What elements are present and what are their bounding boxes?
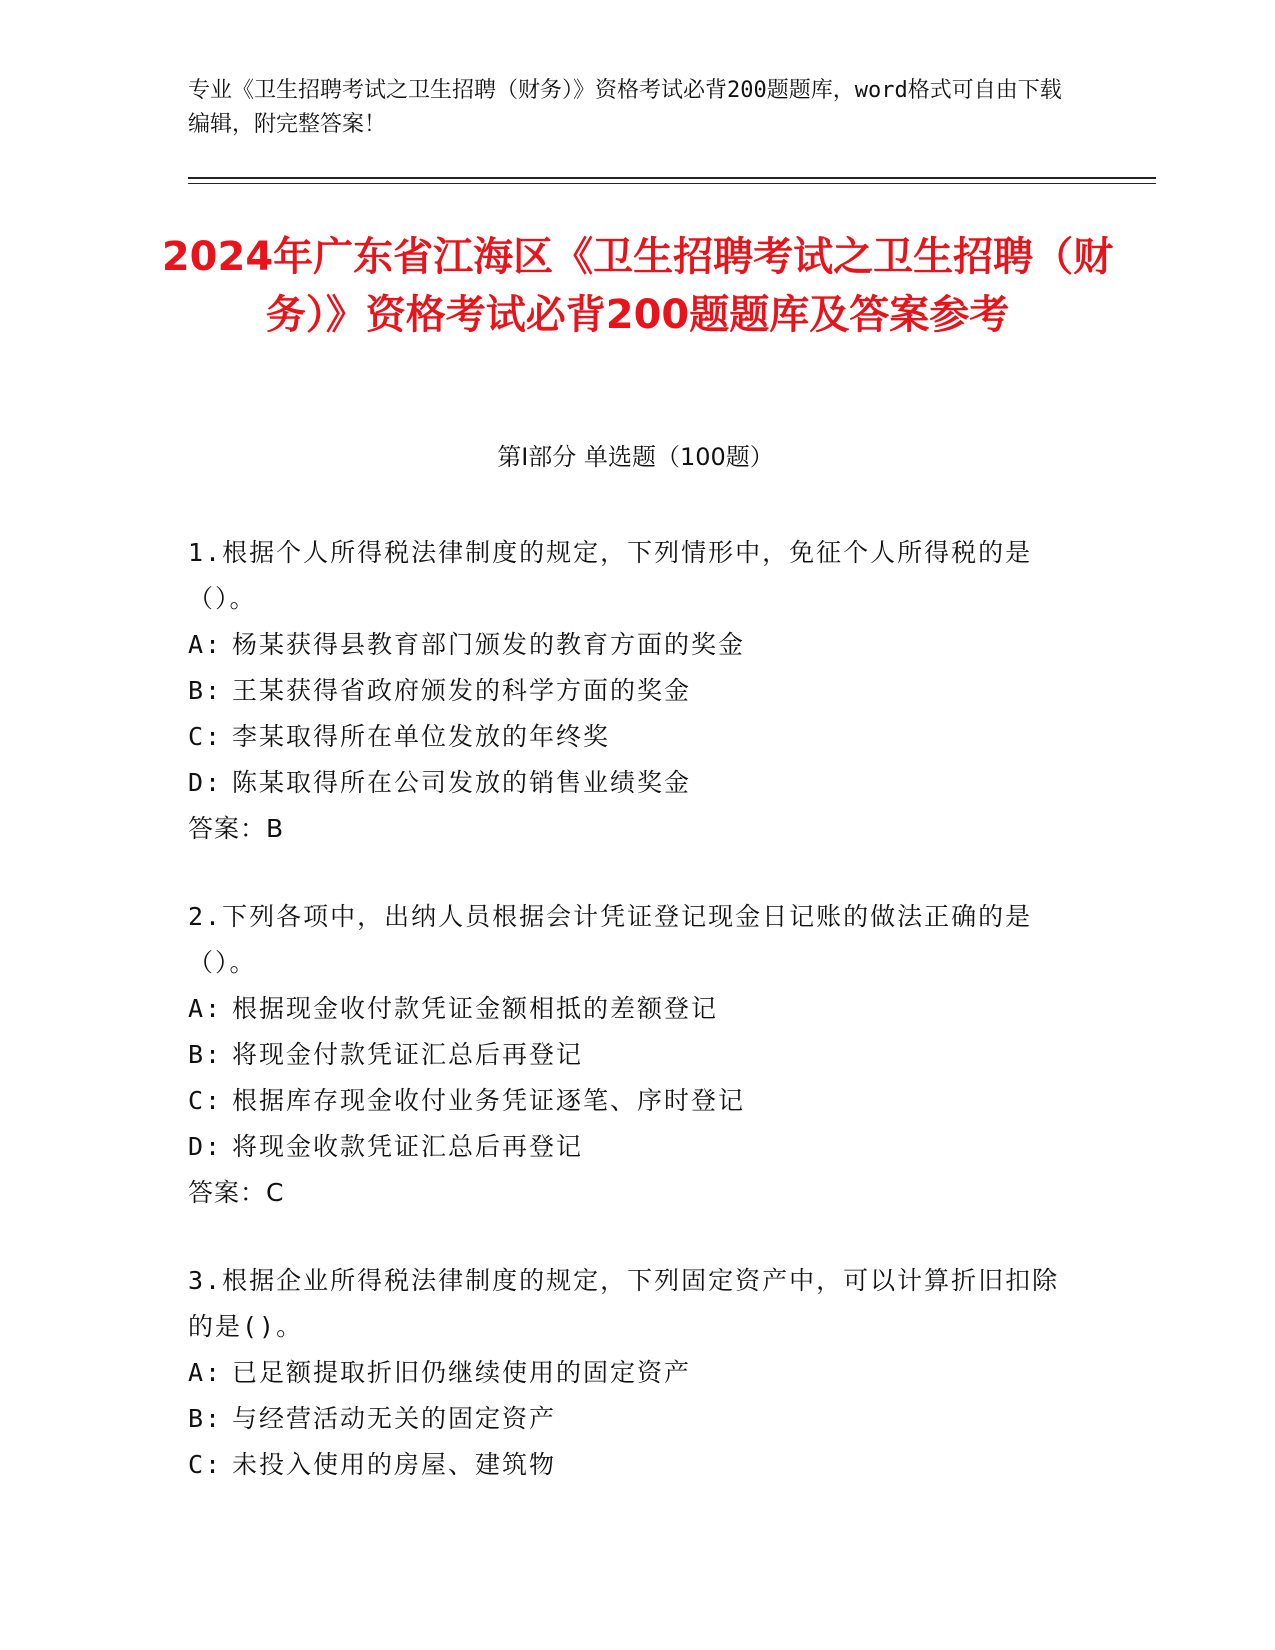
option-c — [188, 1078, 1068, 1124]
question-3 — [188, 1258, 1068, 1488]
header-note: 专业《卫生招聘考试之卫生招聘（财务）》资格考试必背200题题库，word格式可自由下载编辑，附完整答案！ — [188, 78, 1062, 137]
option-text: 李某取得所在单位发放的年终奖 — [232, 722, 611, 751]
option-text: 杨某获得县教育部门颁发的教育方面的奖金 — [232, 630, 746, 659]
header-divider-thin — [188, 183, 1156, 184]
option-c — [188, 714, 1068, 760]
question-stem: 2.下列各项中，出纳人员根据会计凭证登记现金日记账的做法正确的是（）。 — [188, 902, 1033, 977]
question-stem: 3.根据企业所得税法律制度的规定，下列固定资产中，可以计算折旧扣除的是()。 — [188, 1266, 1060, 1341]
option-text: 陈某取得所在公司发放的销售业绩奖金 — [232, 768, 692, 797]
option-letter: A: — [188, 994, 223, 1023]
question-stem: 1.根据个人所得税法律制度的规定，下列情形中，免征个人所得税的是（）。 — [188, 538, 1033, 613]
option-d — [188, 1124, 1068, 1170]
option-letter: D: — [188, 768, 223, 797]
option-text: 已足额提取折旧仍继续使用的固定资产 — [232, 1358, 692, 1387]
option-letter: C: — [188, 1450, 223, 1479]
option-letter: B: — [188, 1040, 223, 1069]
option-letter: C: — [188, 722, 223, 751]
option-text: 将现金付款凭证汇总后再登记 — [232, 1040, 584, 1069]
question-1 — [188, 530, 1068, 852]
option-letter: C: — [188, 1086, 223, 1115]
option-c — [188, 1442, 1068, 1488]
option-b — [188, 1032, 1068, 1078]
option-letter: B: — [188, 1404, 223, 1433]
option-letter: D: — [188, 1132, 223, 1161]
option-letter: A: — [188, 630, 223, 659]
answer-line: 答案：C — [188, 1178, 285, 1207]
option-b — [188, 1396, 1068, 1442]
option-text: 将现金收款凭证汇总后再登记 — [232, 1132, 584, 1161]
option-text: 与经营活动无关的固定资产 — [232, 1404, 557, 1433]
question-2 — [188, 894, 1068, 1216]
document-title: 2024年广东省江海区《卫生招聘考试之卫生招聘（财务）》资格考试必背200题题库及答案参考 — [161, 234, 1114, 338]
option-text: 根据现金收付款凭证金额相抵的差额登记 — [232, 994, 719, 1023]
option-letter: B: — [188, 676, 223, 705]
option-text: 王某获得省政府颁发的科学方面的奖金 — [232, 676, 692, 705]
section-title: 第Ⅰ部分 单选题（100题） — [497, 443, 774, 471]
option-b — [188, 668, 1068, 714]
answer-line: 答案：B — [188, 814, 285, 843]
header-divider-thick — [188, 177, 1156, 179]
option-d — [188, 760, 1068, 806]
question-list — [188, 530, 1068, 1530]
option-a — [188, 986, 1068, 1032]
option-letter: A: — [188, 1358, 223, 1387]
option-a — [188, 1350, 1068, 1396]
option-text: 根据库存现金收付业务凭证逐笔、序时登记 — [232, 1086, 746, 1115]
option-a — [188, 622, 1068, 668]
option-text: 未投入使用的房屋、建筑物 — [232, 1450, 557, 1479]
